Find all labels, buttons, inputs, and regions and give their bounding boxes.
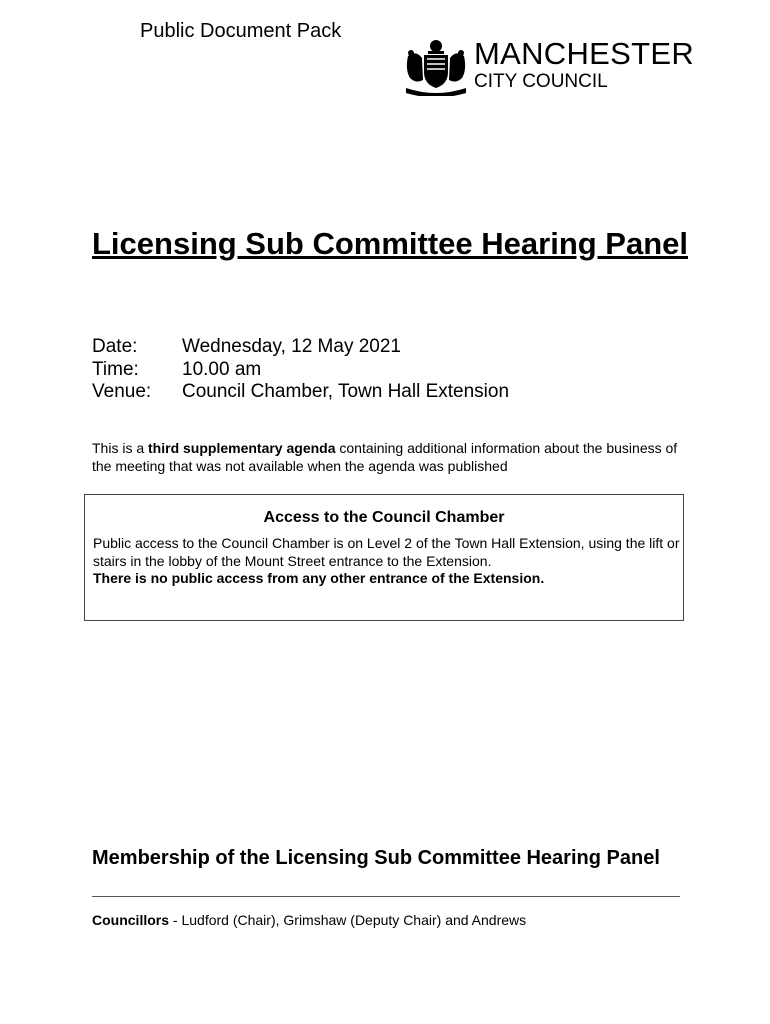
intro-suffix: containing additional information about the business of the meeting that was not available when the agenda was published bbox=[92, 440, 678, 474]
divider bbox=[92, 896, 680, 897]
time-value: 10.00 am bbox=[182, 358, 262, 380]
date-value: Wednesday, 12 May 2021 bbox=[182, 336, 401, 357]
public-document-pack-label: Public Document Pack bbox=[140, 20, 342, 42]
councillors-list bbox=[92, 912, 526, 928]
agenda-intro-text bbox=[92, 439, 692, 475]
venue-value: Council Chamber, Town Hall Extension bbox=[182, 381, 510, 402]
venue-label: Venue: bbox=[92, 381, 152, 402]
membership-heading: Membership of the Licensing Sub Committee Hearing Panel bbox=[92, 847, 660, 869]
access-notice-body bbox=[93, 535, 683, 588]
time-label: Time: bbox=[92, 358, 139, 380]
access-notice-box bbox=[84, 494, 684, 621]
date-label: Date: bbox=[92, 336, 138, 357]
meeting-details bbox=[92, 336, 509, 404]
venue-row bbox=[92, 381, 509, 404]
logo-city-council-text: CITY COUNCIL bbox=[474, 71, 608, 92]
councillors-label: Councillors bbox=[92, 912, 170, 928]
intro-emphasis: third supplementary agenda bbox=[148, 440, 336, 456]
date-row bbox=[92, 336, 509, 359]
councillors-names: - Ludford (Chair), Grimshaw (Deputy Chair) and Andrews bbox=[169, 912, 527, 928]
intro-prefix: This is a bbox=[92, 440, 149, 456]
logo-manchester-text: MANCHESTER bbox=[474, 36, 695, 71]
time-row bbox=[92, 359, 509, 382]
access-notice-title: Access to the Council Chamber bbox=[263, 509, 505, 526]
page-title: Licensing Sub Committee Hearing Panel bbox=[92, 226, 689, 261]
coat-of-arms-icon bbox=[402, 38, 470, 96]
access-notice-warning: There is no public access from any other entrance of the Extension. bbox=[93, 570, 545, 586]
access-notice-text: Public access to the Council Chamber is on Level 2 of the Town Hall Extension, using the lift or stairs in the lobby of the Mount Street entrance to the Extension. bbox=[93, 535, 680, 569]
